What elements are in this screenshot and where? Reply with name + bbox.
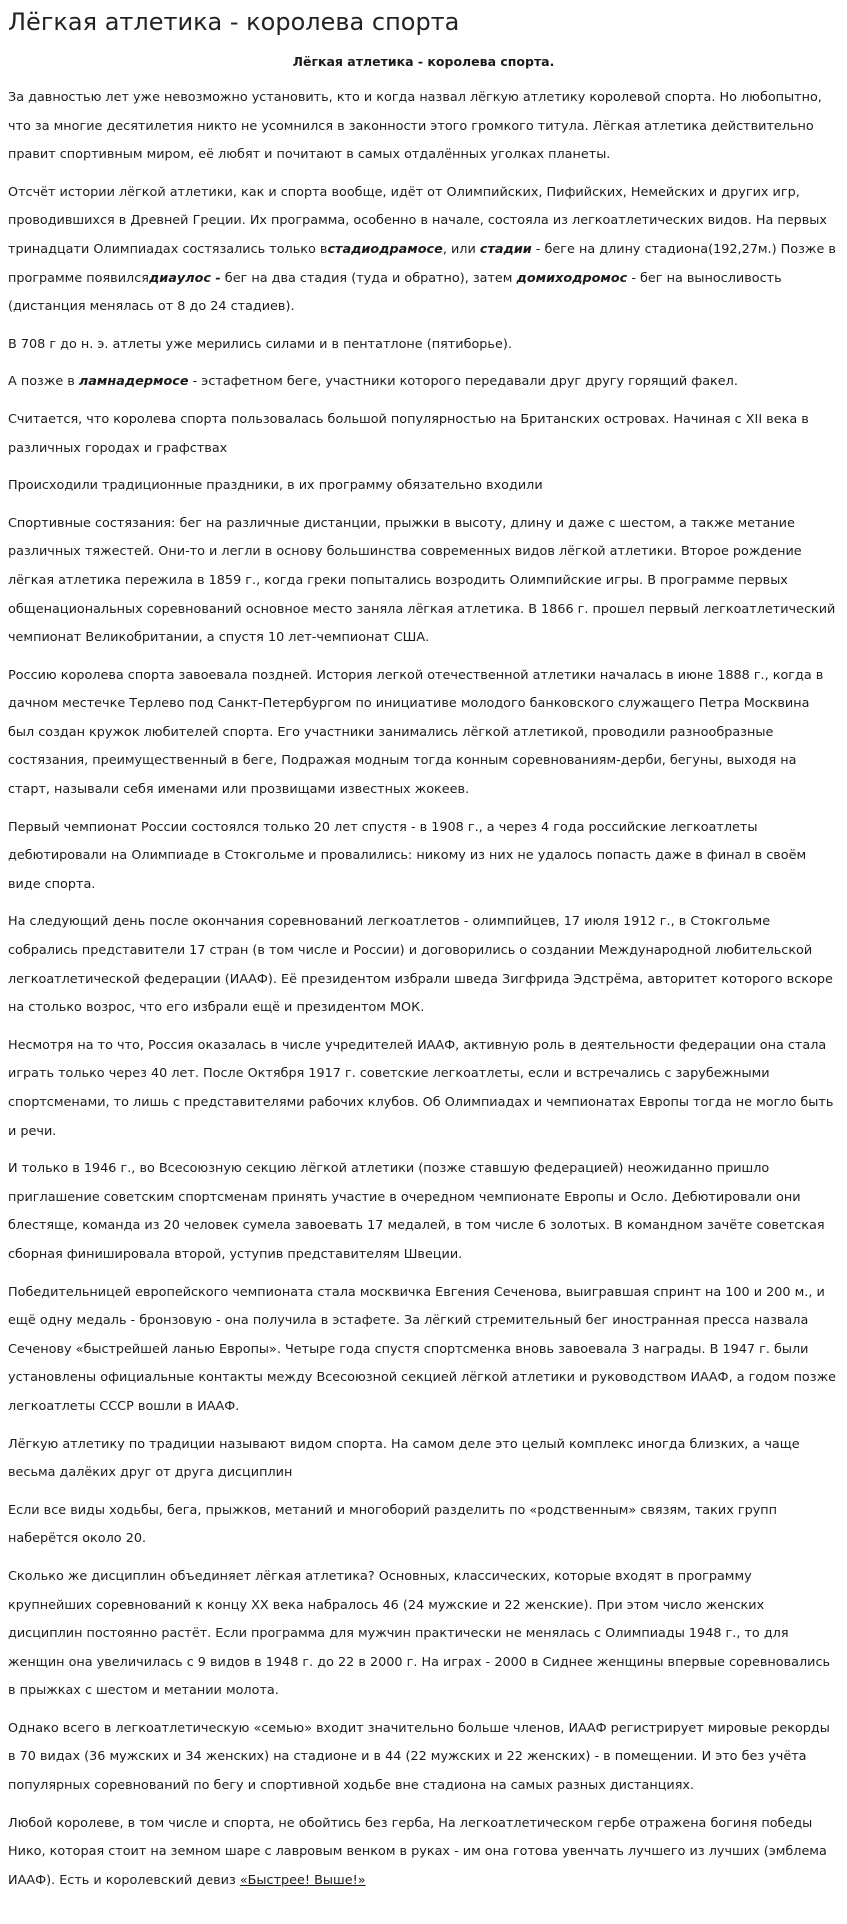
paragraph (8, 908, 839, 1022)
paragraph-text: А позже в (8, 374, 79, 390)
paragraph-text: Лёгкую атлетику по традиции называют видом спорта. На самом деле это целый комплекс иногда близких, а чаще весьма далёких друг от друга дисциплин (8, 1436, 800, 1481)
paragraph-text: Сколько же дисциплин объединяет лёгкая атлетика? Основных, классических, которые входят в программу крупнейших соревнований к концу XX века набралось 46 (24 мужские и 22 женские). При этом число женских дисциплин постоянно растёт. Если программа для мужчин практически не менялась с Олимпиады 1948 г., то для женщин она увеличилась с 9 видов в 1948 г. до 22 в 2000 г. На играх - 2000 в Сиднее женщины впервые соревновались в прыжках с шестом и метании молота. (8, 1568, 831, 1699)
term-highlight: диаулос - (148, 270, 221, 286)
motto-link[interactable]: «Быстрее! Выше!» (239, 1872, 366, 1888)
page-title: Лёгкая атлетика - королева спорта (8, 8, 460, 36)
paragraph (8, 1810, 839, 1896)
paragraph (8, 331, 839, 360)
paragraph (8, 662, 839, 805)
paragraph-text: На следующий день после окончания соревнований легкоатлетов - олимпийцев, 17 июля 1912 г., в Стокгольме собрались представители 17 стран (в том числе и России) и договорились о создании Международной любительской легкоатлетической федерации (ИААФ). Её президентом избрали шведа Зигфрида Эдстрёма, авторитет которого вскоре на столько возрос, что его избрали ещё и президентом МОК. (8, 914, 833, 1016)
paragraph-text: Считается, что королева спорта пользовалась большой популярностью на Британских островах. Начиная с XII века в различных городах и графствах (8, 411, 809, 456)
article-subtitle: Лёгкая атлетика - королева спорта. (292, 54, 555, 69)
paragraph-text: Отсчёт истории лёгкой атлетики, как и спорта вообще, идёт от Олимпийских, Пифийских, Немейских и других игр, проводившихся в Древней Греции. Их программа, особенно в начале, состояла из легкоатлетических видов. На первых тринадцати Олимпиадах состязались только в (8, 184, 827, 257)
paragraph-text: - эстафетном беге, участники которого передавали друг другу горящий факел. (188, 374, 738, 390)
paragraph-text: Первый чемпионат России состоялся только 20 лет спустя - в 1908 г., а через 4 года российские легкоатлеты дебютировали на Олимпиаде в Стокгольме и провалились: никому из них не удалось попасть даже в финал в своём виде спорта. (8, 819, 807, 892)
paragraph (8, 814, 839, 900)
paragraph-text: , или (442, 241, 480, 257)
paragraph-text: Любой королеве, в том числе и спорта, не обойтись без герба, На легкоатлетическом гербе отражена богиня победы Нико, которая стоит на земном шаре с лавровым венком в руках - им она готова увенчать лучшего из лучших (эмблема ИААФ). Есть и королевский девиз (8, 1815, 827, 1888)
paragraph-text: Если все виды ходьбы, бега, прыжков, метаний и многоборий разделить по «родственным» связям, таких групп наберётся около 20. (8, 1502, 777, 1547)
paragraph (8, 1032, 839, 1146)
paragraph-text: - бег на выносливость (дистанция менялась от 8 до 24 стадиев). (8, 270, 782, 315)
paragraph (8, 1431, 839, 1488)
paragraph (8, 510, 839, 653)
paragraph-text: За давностью лет уже невозможно установить, кто и когда назвал лёгкую атлетику королевой спорта. Но любопытно, что за многие десятилетия никто не усомнился в законности этого громкого титула. Лёгкая атлетика действительно правит спортивным миром, её любят и почитают в самых отдалённых уголках планеты. (8, 90, 822, 163)
paragraph-text: И только в 1946 г., во Всесоюзную секцию лёгкой атлетики (позже ставшую федерацией) неожиданно пришло приглашение советским спортсменам принять участие в очередном чемпионате Европы и Осло. Дебютировали они блестяще, команда из 20 человек сумела завоевать 17 медалей, в том числе 6 золотых. В командном зачёте советская сборная финишировала второй, уступив представителям Швеции. (8, 1161, 825, 1262)
paragraph-text: Несмотря на то что, Россия оказалась в числе учредителей ИААФ, активную роль в деятельности федерации она стала играть только через 40 лет. После Октября 1917 г. советские легкоатлеты, если и встречались с зарубежными спортсменами, то лишь с представителями рабочих клубов. Об Олимпиадах и чемпионатах Европы тогда не могло быть и речи. (8, 1037, 834, 1139)
paragraph (8, 179, 839, 322)
paragraph-text: Победительницей европейского чемпионата стала москвичка Евгения Сеченова, выигравшая спринт на 100 и 200 м., и ещё одну медаль - бронзовую - она получила в эстафете. За лёгкий стремительный бег иностранная пресса назвала Сеченову «быстрейшей ланью Европы». Четыре года спустя спортсменка вновь завоевала 3 награды. В 1947 г. были установлены официальные контакты между Всесоюзной секцией лёгкой атлетики и руководством ИААФ, а годом позже легкоатлеты СССР вошли в ИААФ. (8, 1284, 836, 1414)
paragraph-text: - беге на длину стадиона(192,27м.) Позже в программе появился (8, 241, 836, 286)
paragraph (8, 368, 839, 397)
paragraph (8, 1715, 839, 1801)
paragraph-text: бег на два стадия (туда и обратно), затем (220, 270, 517, 286)
paragraph (8, 1497, 839, 1554)
term-highlight: домиходромос (516, 270, 628, 286)
paragraph (8, 472, 839, 501)
paragraph-text: Происходили традиционные праздники, в их программу обязательно входили (8, 478, 543, 494)
paragraph-text: Спортивные состязания: бег на различные дистанции, прыжки в высоту, длину и даже с шестом, а также метание различных тяжестей. Они-то и легли в основу большинства современных видов лёгкой атлетики. Второе рождение лёгкая атлетика пережила в 1859 г., когда греки попытались возродить Олимпийские игры. В программе первых общенациональных соревнований основное место заняла лёгкая атлетика. В 1866 г. прошел первый легкоатлетический чемпионат Великобритании, а спустя 10 лет-чемпионат США. (8, 515, 836, 646)
article-body (8, 84, 839, 1895)
paragraph (8, 1563, 839, 1706)
paragraph (8, 406, 839, 463)
paragraph (8, 1279, 839, 1422)
paragraph-text: Россию королева спорта завоевала поздней. История легкой отечественной атлетики началась в июне 1888 г., когда в дачном местечке Терлево под Санкт-Петербургом по инициативе молодого банковского служащего Петра Москвина был создан кружок любителей спорта. Его участники занимались лёгкой атлетикой, проводили разнообразные состязания, преимущественный в беге, Подражая модным тогда конным соревнованиям-дерби, бегуны, выходя на старт, называли себя именами или прозвищами известных жокеев. (8, 667, 824, 798)
paragraph-text: В 708 г до н. э. атлеты уже мерились силами и в пентатлоне (пятиборье). (8, 336, 512, 352)
term-highlight: стадии (479, 241, 532, 257)
paragraph-text: Однако всего в легкоатлетическую «семью» входит значительно больше членов, ИААФ регистрирует мировые рекорды в 70 видах (36 мужских и 34 женских) на стадионе и в 44 (22 мужских и 22 женских) - в помещении. И это без учёта популярных соревнований по бегу и спортивной ходьбе вне стадиона на самых разных дистанциях. (8, 1720, 830, 1794)
term-highlight: стадиодрамосе (327, 241, 443, 257)
paragraph (8, 1155, 839, 1269)
paragraph (8, 84, 839, 170)
term-highlight: ламнадермосе (78, 374, 189, 390)
